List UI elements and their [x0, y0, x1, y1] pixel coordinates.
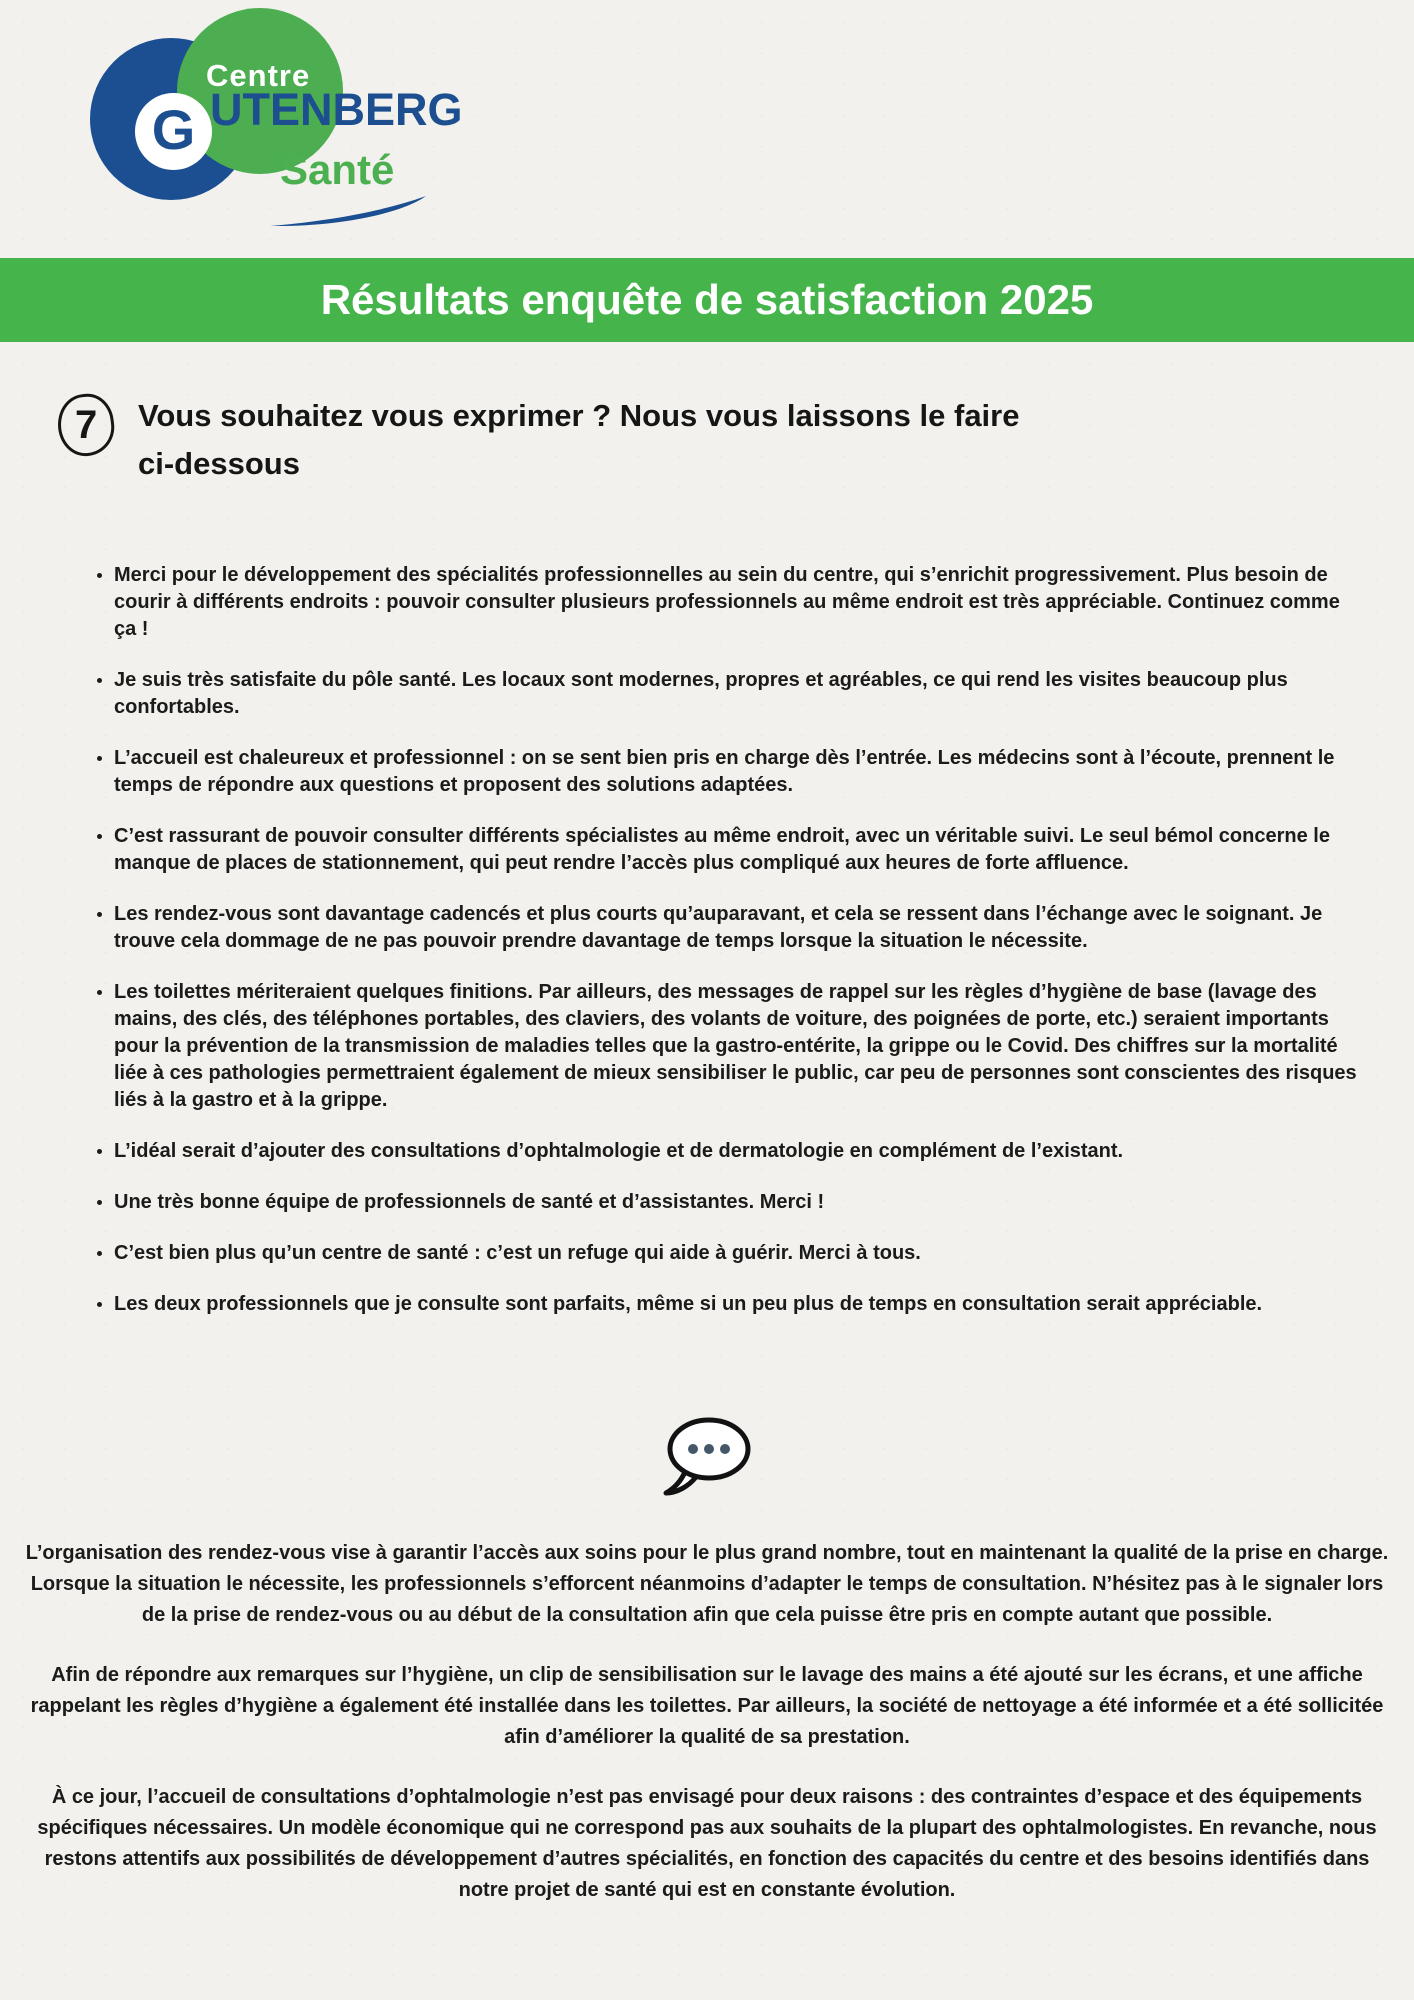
comment-item: • Une très bonne équipe de professionnels de santé et d’assistantes. Merci ! [114, 1189, 1362, 1216]
logo-swoosh-icon [266, 194, 436, 234]
comment-item: • Les deux professionnels que je consulte sont parfaits, même si un peu plus de temps en consultation serait appréciable. [114, 1291, 1362, 1318]
logo-letter-g: G [151, 97, 196, 161]
comment-item: • Je suis très satisfaite du pôle santé. Les locaux sont modernes, propres et agréables, ce qui rend les visites beaucoup plus confortables. [114, 667, 1362, 721]
logo-g-badge [135, 93, 212, 170]
logo-text-centre: Centre [206, 58, 311, 93]
title-banner [0, 258, 1414, 342]
logo [0, 0, 540, 256]
question-number: 7 [74, 402, 98, 447]
response-paragraph: À ce jour, l’accueil de consultations d’ophtalmologie n’est pas envisagé pour deux raisons : des contraintes d’espace et des équipements spécifiques nécessaires. Un modèle économique qui ne correspond pas aux souhaits de la plupart des ophtalmologistes. En revanche, nous restons attentifs aux possibilités de développement d’autres spécialités, en fonction des capacités du centre et des besoins identifiés dans notre projet de santé qui est en constante évolution. [37, 1786, 1377, 1901]
responses-section [20, 1538, 1394, 1935]
comment-item: • Merci pour le développement des spécialités professionnelles au sein du centre, qui s’enrichit progressivement. Plus besoin de courir à différents endroits : pouvoir consulter plusieurs professionnels au même endroit est très appréciable. Continuez comme ça ! [114, 562, 1362, 643]
comment-item: • C’est bien plus qu’un centre de santé : c’est un refuge qui aide à guérir. Merci à tous. [114, 1240, 1362, 1267]
comments-list [90, 562, 1362, 1342]
speech-bubble-icon [659, 1416, 755, 1503]
comment-item: • L’idéal serait d’ajouter des consultations d’ophtalmologie et de dermatologie en complément de l’existant. [114, 1138, 1362, 1165]
question-heading: Vous souhaitez vous exprimer ? Nous vous laissons le faire ci-dessous [138, 398, 1020, 481]
comment-item: • Les rendez-vous sont davantage cadencés et plus courts qu’auparavant, et cela se ressent dans l’échange avec le soignant. Je trouve cela dommage de ne pas pouvoir prendre davantage de temps lorsque la situation le nécessite. [114, 901, 1362, 955]
page-title: Résultats enquête de satisfaction 2025 [320, 276, 1094, 323]
comment-item: • Les toilettes mériteraient quelques finitions. Par ailleurs, des messages de rappel sur les règles d’hygiène de base (lavage des mains, des clés, des téléphones portables, des claviers, des volants de voiture, des poignées de porte, etc.) seraient importants pour la prévention de la transmission de maladies telles que la gastro-entérite, la grippe ou le Covid. Des chiffres sur la mortalité liée à ces pathologies permettraient également de mieux sensibiliser le public, car peu de personnes sont conscientes des risques liés à la gastro et à la grippe. [114, 979, 1362, 1114]
logo-text-sante: Santé [280, 146, 395, 193]
question-number-badge [54, 391, 117, 459]
question-section [58, 392, 1158, 488]
response-paragraph: Afin de répondre aux remarques sur l’hygiène, un clip de sensibilisation sur le lavage des mains a été ajouté sur les écrans, et une affiche rappelant les règles d’hygiène a également été installée dans les toilettes. Par ailleurs, la société de nettoyage a été informée et a été sollicitée afin d’améliorer la qualité de sa prestation. [30, 1664, 1384, 1748]
logo-text-utenberg: UTENBERG [210, 84, 463, 135]
comment-item: • C’est rassurant de pouvoir consulter différents spécialistes au même endroit, avec un véritable suivi. Le seul bémol concerne le manque de places de stationnement, qui peut rendre l’accès plus compliqué aux heures de forte affluence. [114, 823, 1362, 877]
response-paragraph: L’organisation des rendez-vous vise à garantir l’accès aux soins pour le plus grand nombre, tout en maintenant la qualité de la prise en charge. Lorsque la situation le nécessite, les professionnels s’efforcent néanmoins d’adapter le temps de consultation. N’hésitez pas à le signaler lors de la prise de rendez-vous ou au début de la consultation afin que cela puisse être pris en compte autant que possible. [25, 1542, 1389, 1626]
comment-item: • L’accueil est chaleureux et professionnel : on se sent bien pris en charge dès l’entrée. Les médecins sont à l’écoute, prennent le temps de répondre aux questions et proposent des solutions adaptées. [114, 745, 1362, 799]
